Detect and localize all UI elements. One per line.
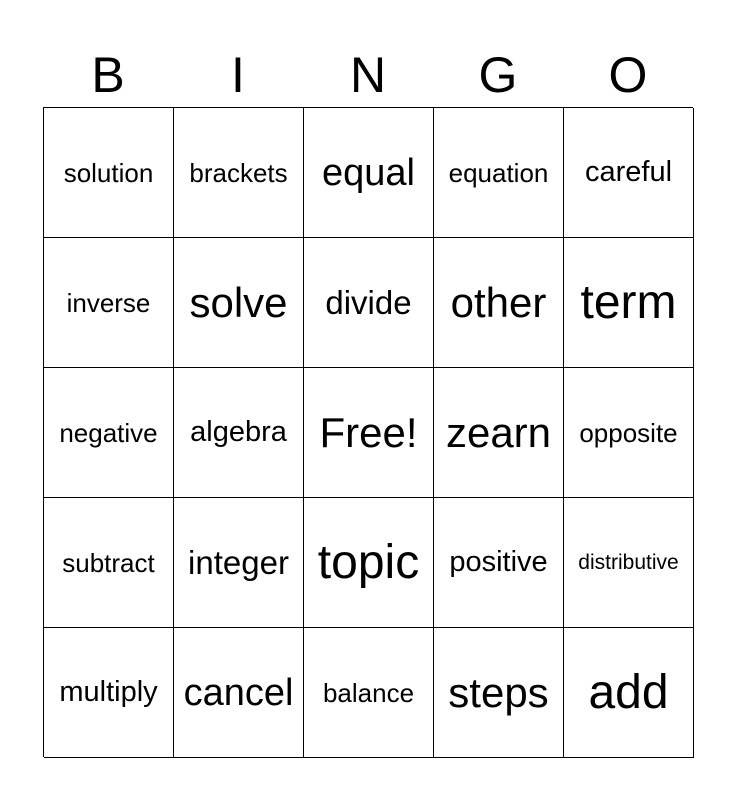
bingo-cell[interactable]: cancel: [174, 628, 304, 758]
header-letter-b: B: [91, 47, 125, 103]
bingo-cell[interactable]: algebra: [174, 368, 304, 498]
bingo-cell[interactable]: equal: [304, 108, 434, 238]
bingo-free-cell[interactable]: Free!: [304, 368, 434, 498]
bingo-header: [43, 44, 693, 106]
bingo-cell[interactable]: careful: [564, 108, 694, 238]
bingo-cell[interactable]: add: [564, 628, 694, 758]
bingo-cell[interactable]: multiply: [44, 628, 174, 758]
bingo-cell[interactable]: integer: [174, 498, 304, 628]
header-letter-n: N: [349, 47, 387, 103]
bingo-cell[interactable]: equation: [434, 108, 564, 238]
bingo-cell[interactable]: brackets: [174, 108, 304, 238]
bingo-cell[interactable]: term: [564, 238, 694, 368]
bingo-cell[interactable]: subtract: [44, 498, 174, 628]
bingo-cell[interactable]: inverse: [44, 238, 174, 368]
bingo-cell[interactable]: negative: [44, 368, 174, 498]
bingo-cell[interactable]: solve: [174, 238, 304, 368]
bingo-cell[interactable]: opposite: [564, 368, 694, 498]
bingo-cell[interactable]: other: [434, 238, 564, 368]
bingo-cell[interactable]: positive: [434, 498, 564, 628]
header-letter-g: G: [478, 47, 518, 103]
bingo-cell[interactable]: steps: [434, 628, 564, 758]
header-letter-i: I: [231, 47, 245, 103]
bingo-cell[interactable]: solution: [44, 108, 174, 238]
bingo-cell[interactable]: distributive: [564, 498, 694, 628]
bingo-cell[interactable]: topic: [304, 498, 434, 628]
bingo-cell[interactable]: balance: [304, 628, 434, 758]
bingo-cell[interactable]: divide: [304, 238, 434, 368]
bingo-card-grid: [43, 107, 693, 757]
bingo-cell[interactable]: zearn: [434, 368, 564, 498]
header-letter-o: O: [608, 47, 648, 103]
